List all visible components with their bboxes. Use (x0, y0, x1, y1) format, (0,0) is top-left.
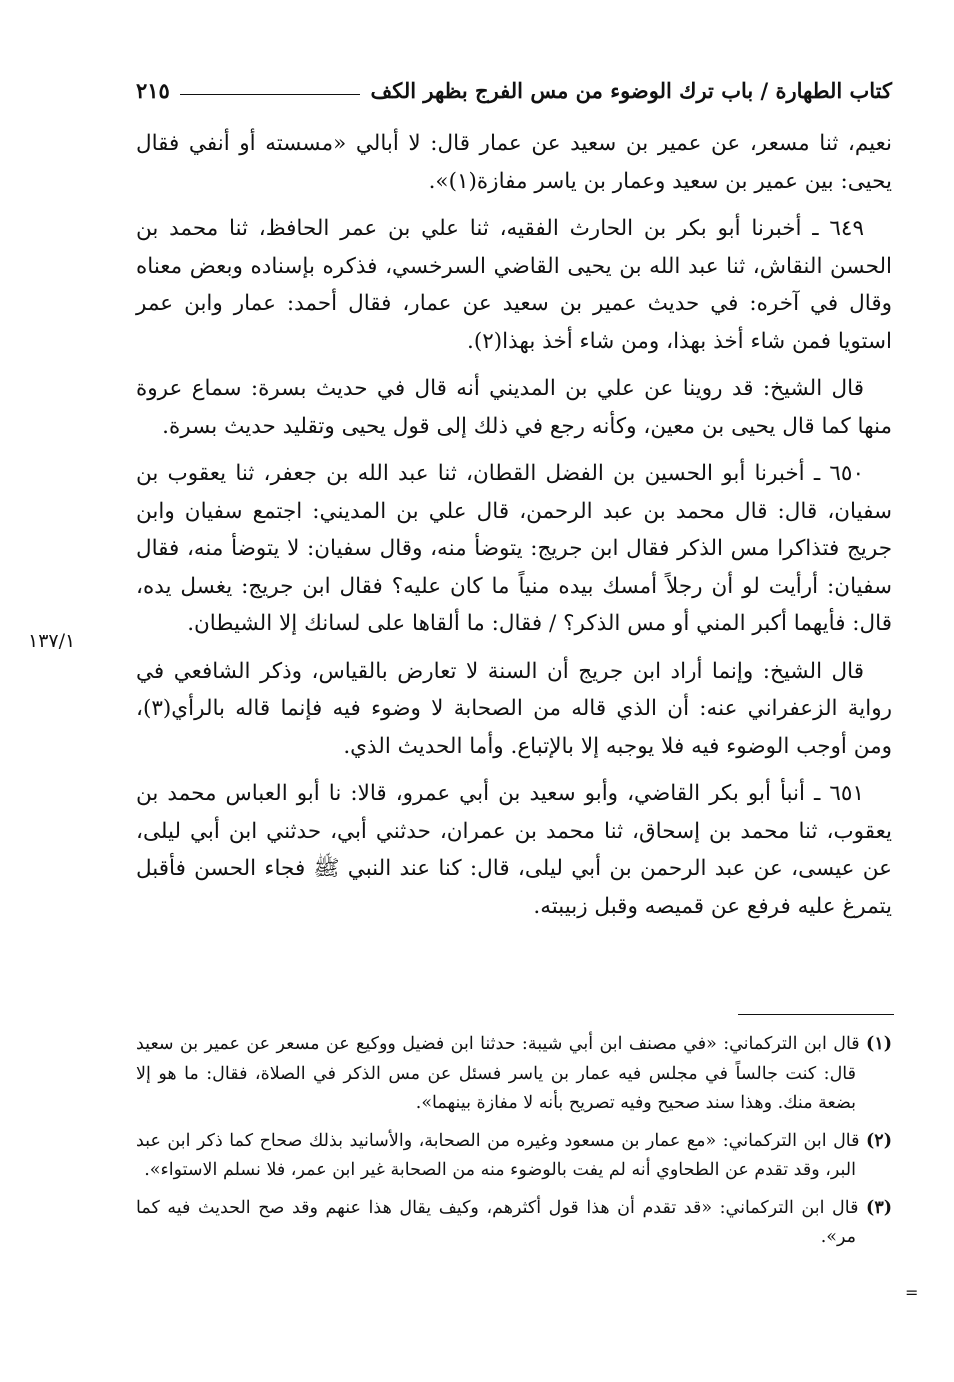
footnote-text: قال ابن التركماني: «في مصنف ابن أبي شيبة: حدثنا ابن فضيل ووكيع عن مسعر عن عمير بن سعيد قال: كنت جالساً في مجلس فيه عمار بن ياسر فسئل عن مس الذكر في الصلاة، فقال: ما هو إلا بضعة منك. وهذا سند صحيح وفيه تصريح بأنه لا مفازة بينهما». (136, 1034, 860, 1113)
edge-mark: = (905, 1283, 919, 1302)
paragraph-650: ٦٥٠ ـ أخبرنا أبو الحسين بن الفضل القطان، ثنا عبد الله بن جعفر، ثنا يعقوب بن سفيان، قال: قال محمد بن عبد الرحمن، قال علي بن المديني: اجتمع سفيان وابن جريج فتذاكرا مس الذكر فقال ابن جريج: يتوضأ منه، وقال سفيان: لا يتوضأ منه، فقال سفيان: أرأيت لو أن رجلاً أمسك بيده منياً ما كان عليه؟ فقال ابن جريج: يغسل يده، قال: فأيهما أكبر المني أو مس الذكر؟ / فقال: ما ألقاها على لسانك إلا الشيطان. (136, 461, 892, 636)
main-text (136, 125, 892, 935)
paragraph-649: ٦٤٩ ـ أخبرنا أبو بكر بن الحارث الفقيه، ثنا علي بن عمر الحافظ، ثنا محمد بن الحسن النقاش، ثنا عبد الله بن يحيى القاضي السرخسي، فذكره بإسناده وبعض معناه وقال في آخره: في حديث عمير بن سعيد عن عمار، فقال أحمد: عمار وابن عمر استويا فمن شاء أخذ بهذا، ومن شاء أخذ بهذا(٢). (136, 216, 892, 354)
footnote-number: (١) (866, 1034, 892, 1054)
paragraph-1: نعيم، ثنا مسعر، عن عمير بن سعيد عن عمار قال: لا أبالي «مسسته أو أنفي فقال يحيى: بين عمير بن سعيد وعمار بن ياسر مفازة(١)». (136, 131, 892, 194)
footnote-text: قال ابن التركماني: «مع عمار بن مسعود وغيره من الصحابة، والأسانيد بذلك صحاح كما ذكر ابن عبد البر، وقد تقدم عن الطحاوي أنه لم يفت بالوضوء منه من الصحابة غير ابن عمر، فلا نسلم الاستواء». (136, 1130, 860, 1180)
footnote-3 (136, 1194, 892, 1253)
header-rule (180, 94, 361, 95)
footnote-number: (٢) (866, 1130, 892, 1151)
footnote-2 (136, 1127, 892, 1186)
footnote-number: (٣) (866, 1197, 892, 1218)
footnotes (136, 1030, 892, 1261)
page-number: ٢١٥ (136, 77, 170, 103)
footnote-1 (136, 1030, 892, 1119)
footnote-text: قال ابن التركماني: «قد تقدم أن هذا قول أكثرهم، وكيف يقال هذا عنهم وقد صح الحديث فيه كما مر». (136, 1197, 859, 1247)
header-title: كتاب الطهارة / باب ترك الوضوء من مس الفرج بظهر الكف (370, 77, 892, 103)
paragraph-shaykh-2: قال الشيخ: وإنما أراد ابن جريج أن السنة لا تعارض بالقياس، وذكر الشافعي في رواية الزعفراني عنه: أن الذي قاله من الصحابة لا وضوء فيه فإنما قاله بالرأي(٣)، ومن أوجب الوضوء فيه فلا يوجبه إلا بالإتباع. وأما الحديث الذي. (136, 658, 892, 759)
running-header (136, 72, 892, 108)
paragraph-651: ٦٥١ ـ أنبأ أبو بكر القاضي، وأبو سعيد بن أبي عمرو، قالا: نا أبو العباس محمد بن يعقوب، ثنا محمد بن إسحاق، ثنا محمد بن عمران، حدثني أبي، حدثني ابن أبي ليلى، عن عيسى، عن عبد الرحمن بن أبي ليلى، قال: كنا عند النبي ﷺ فجاء الحسن فأقبل يتمرغ عليه فرفع عن قميصه وقبل زبيبته. (136, 781, 892, 919)
margin-volume-reference: ١٣٧/١ (28, 630, 76, 652)
footnote-separator (738, 1014, 894, 1015)
paragraph-shaykh-1: قال الشيخ: قد روينا عن علي بن المديني أنه قال في حديث بسرة: سماع عروة منها كما قال يحيى بن معين، وكأنه رجع في ذلك إلى قول يحيى وتقليد حديث بسرة. (136, 376, 892, 439)
